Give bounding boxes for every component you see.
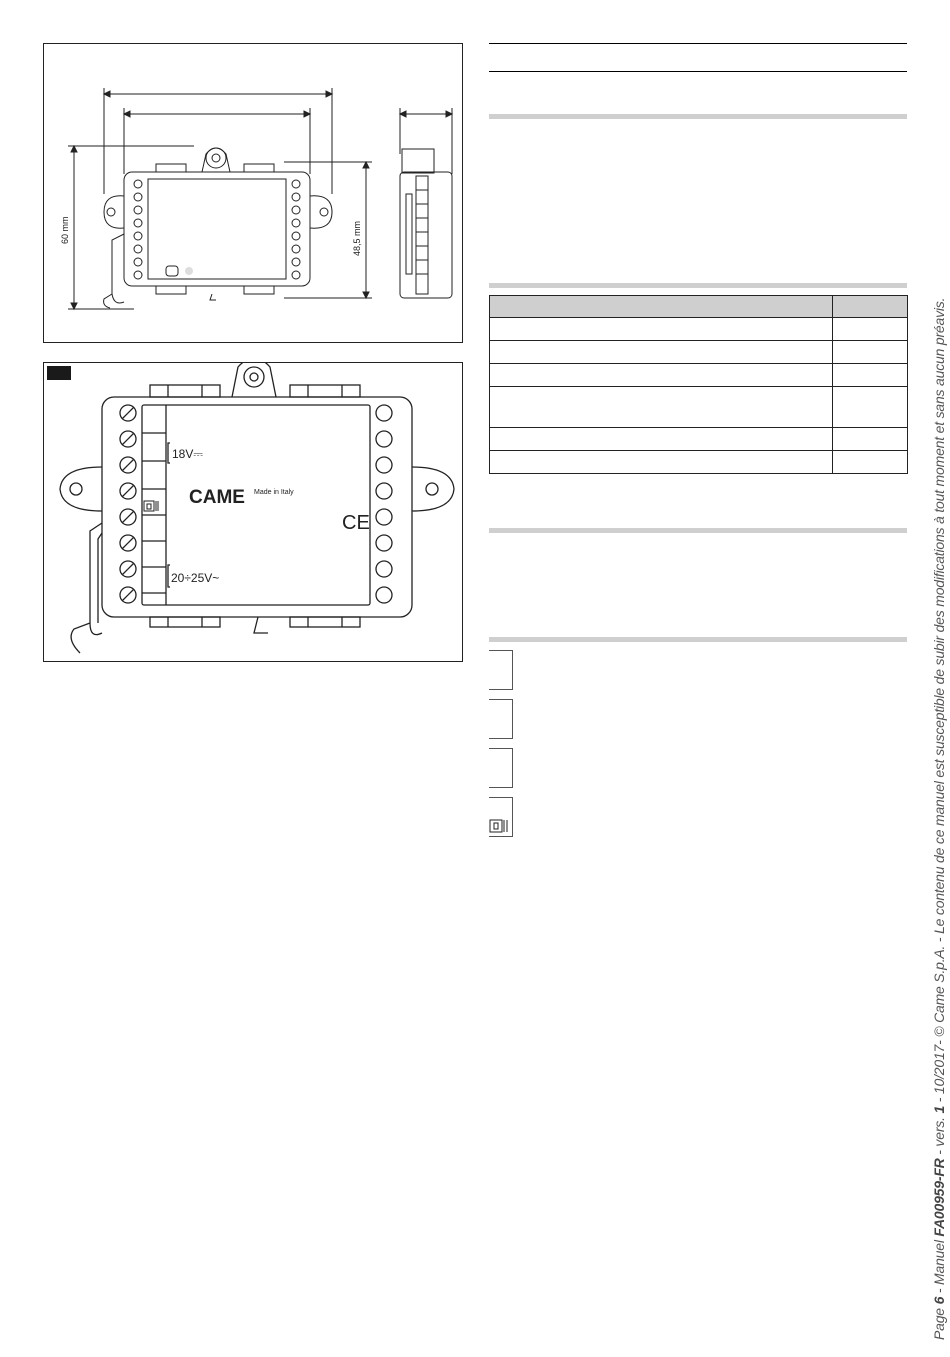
legend-box: [489, 650, 513, 690]
made-in-label: Made in Italy: [254, 489, 294, 496]
table-row: [490, 451, 908, 474]
table-cell: [490, 318, 833, 341]
table-cell: [833, 364, 908, 387]
table-row: [490, 428, 908, 451]
terminal-20-25v-label: 20÷25V~: [171, 571, 220, 585]
table-cell: [833, 428, 908, 451]
legend-box: [489, 748, 513, 788]
footer-note: Page 6 - Manuel FA00959-FR - vers. 1 - 10/2017- © Came S.p.A. - Le contenu de ce manuel est susceptible de subir des modifications à tout moment et sans aucun préavis.: [931, 297, 947, 1340]
legend-box: [489, 797, 513, 837]
height-label: 60 mm: [60, 216, 70, 244]
table-cell: [833, 451, 908, 474]
device-icon: [489, 798, 511, 836]
spec-table: [489, 295, 908, 474]
table-cell: [490, 387, 833, 428]
section-rule-3: [489, 528, 907, 533]
table-header-row: [490, 296, 908, 318]
table-cell: [490, 364, 833, 387]
top-rule-2: [489, 71, 907, 72]
table-cell: [490, 451, 833, 474]
terminal-18v-label: 18V⎓: [172, 447, 203, 461]
depth-label: 48,5 mm: [352, 220, 362, 256]
section-rule-4: [489, 637, 907, 642]
module-drawing: [44, 363, 464, 663]
table-row: [490, 318, 908, 341]
ce-mark: CE: [342, 512, 370, 534]
legend-box: [489, 699, 513, 739]
table-cell: [490, 428, 833, 451]
header-cell: [490, 296, 833, 318]
table-row: [490, 387, 908, 428]
top-rule: [489, 43, 907, 44]
table-cell: [833, 387, 908, 428]
table-cell: [833, 318, 908, 341]
brand-logo: CAME: [189, 487, 245, 508]
header-cell: [833, 296, 908, 318]
section-rule-1: [489, 114, 907, 119]
dimension-figure: [43, 43, 463, 343]
section-rule-2: [489, 283, 907, 288]
table-cell: [490, 341, 833, 364]
connection-figure: [43, 362, 463, 662]
table-row: [490, 364, 908, 387]
table-row: [490, 341, 908, 364]
table-cell: [833, 341, 908, 364]
dimension-drawing: [44, 44, 464, 344]
